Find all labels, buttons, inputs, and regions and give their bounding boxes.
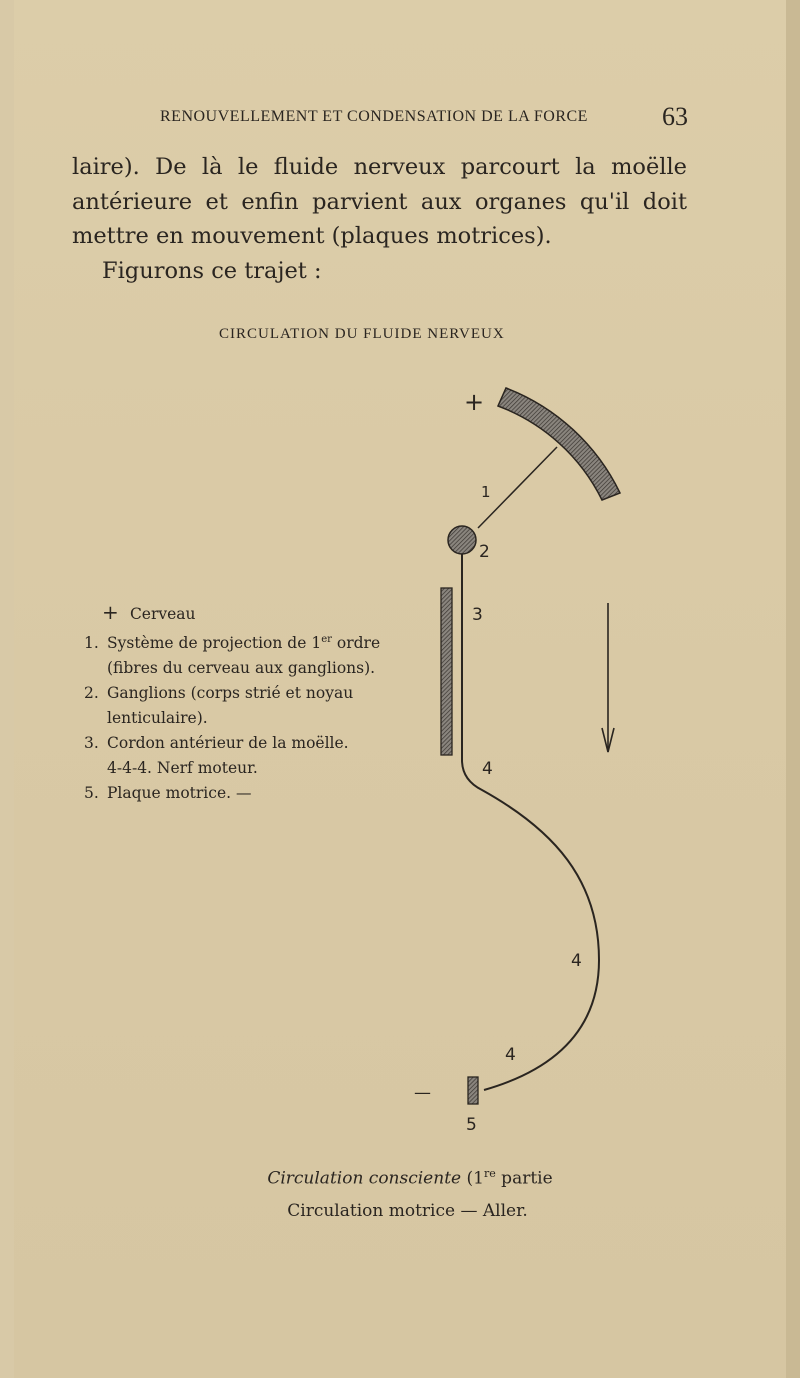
spinal-cord-bar bbox=[441, 588, 452, 755]
running-title: RENOUVELLEMENT ET CONDENSATION DE LA FORCE bbox=[160, 108, 588, 125]
motor-plate bbox=[468, 1077, 478, 1104]
label-4c: 4 bbox=[505, 1045, 516, 1065]
label-minus: — bbox=[414, 1083, 431, 1103]
motor-nerve-path bbox=[462, 554, 599, 1090]
legend-item-1: 1. Système de projection de 1er ordre bbox=[84, 634, 381, 653]
paragraph: laire). De là le fluide nerveux parcourt la moëlle antérieure et enfin parvient aux organes qu'il doit mettre en mouvement (plaques motrices). bbox=[72, 154, 687, 249]
label-4a: 4 bbox=[482, 759, 493, 779]
caption-line-2: Circulation motrice — Aller. bbox=[287, 1200, 528, 1221]
figure-title: CIRCULATION DU FLUIDE NERVEUX bbox=[219, 326, 505, 342]
book-page bbox=[14, 0, 786, 1378]
brain-cortex-arc bbox=[498, 388, 620, 500]
page-number: 63 bbox=[662, 102, 688, 131]
legend-cerveau: + Cerveau bbox=[102, 600, 196, 624]
plus-symbol: + bbox=[102, 600, 119, 624]
paragraph: Figurons ce trajet : bbox=[102, 257, 322, 284]
label-plus: + bbox=[464, 388, 485, 416]
label-2: 2 bbox=[479, 542, 490, 562]
label-3: 3 bbox=[472, 605, 483, 625]
direction-arrow bbox=[602, 603, 614, 752]
figure-caption bbox=[14, 1158, 786, 1227]
legend-item-5: 5. Plaque motrice. — bbox=[84, 784, 252, 803]
legend-item-1-line2: (fibres du cerveau aux ganglions). bbox=[107, 659, 376, 678]
page-edge bbox=[786, 0, 800, 1378]
legend-item-2: 2. Ganglions (corps strié et noyau bbox=[84, 684, 354, 703]
figure-legend bbox=[84, 600, 402, 806]
legend-item-2-line2: lenticulaire). bbox=[107, 709, 208, 728]
label-4b: 4 bbox=[571, 951, 582, 971]
legend-item-4: 4-4-4. Nerf moteur. bbox=[107, 759, 258, 778]
ganglion-circle bbox=[448, 526, 476, 554]
label-1: 1 bbox=[481, 483, 491, 501]
legend-item-3: 3. Cordon antérieur de la moëlle. bbox=[84, 734, 349, 753]
caption-line-1: Circulation consciente (1re partie bbox=[267, 1167, 553, 1189]
label-5: 5 bbox=[466, 1115, 477, 1135]
